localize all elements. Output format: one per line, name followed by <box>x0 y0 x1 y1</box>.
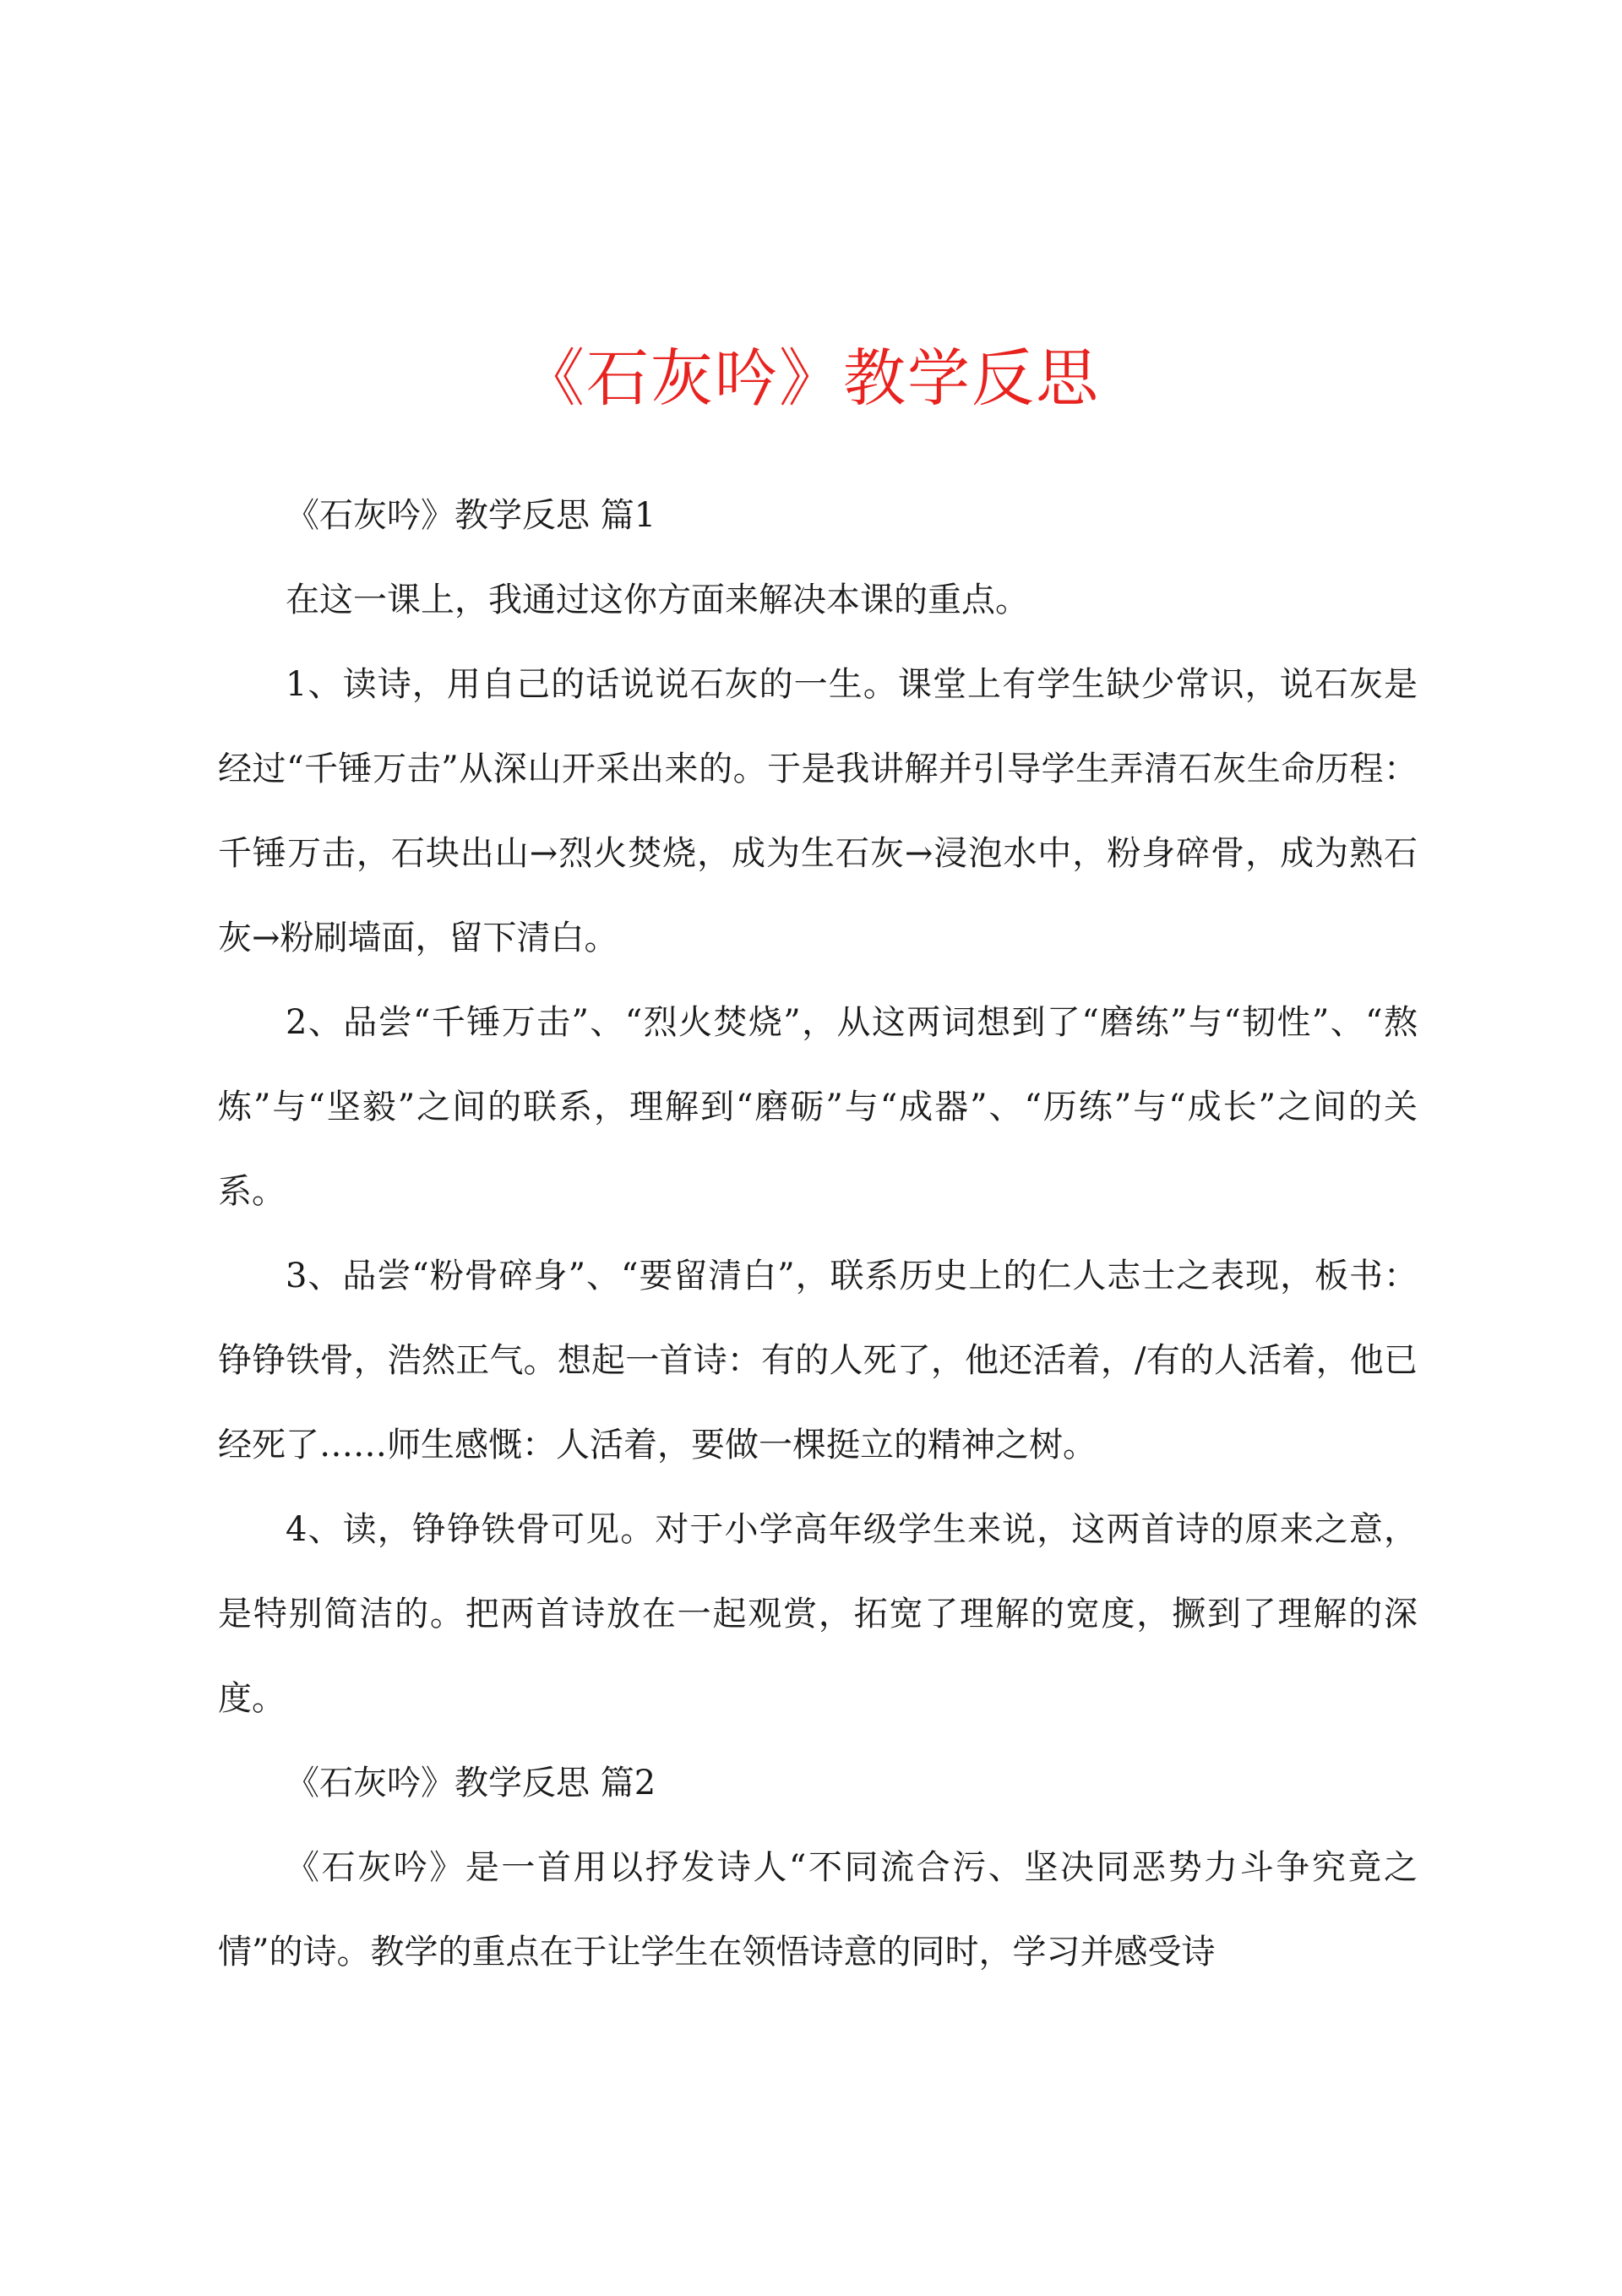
paragraph: 1、读诗，用自己的话说说石灰的一生。课堂上有学生缺少常识，说石灰是经过“千锤万击”从深山开采出来的。于是我讲解并引导学生弄清石灰生命历程：千锤万击，石块出山→烈火焚烧，成为生石灰→浸泡水中，粉身碎骨，成为熟石灰→粉刷墙面，留下清白。 <box>218 665 1418 957</box>
document-title: 《石灰吟》教学反思 <box>522 342 1100 415</box>
section-heading: 《石灰吟》教学反思 篇1 <box>286 496 656 535</box>
paragraph: 2、品尝“千锤万击”、“烈火焚烧”，从这两词想到了“磨练”与“韧性”、“熬炼”与“坚毅”之间的联系，理解到“磨砺”与“成器”、“历练”与“成长”之间的关系。 <box>218 1003 1418 1211</box>
section-heading: 《石灰吟》教学反思 篇2 <box>286 1764 656 1802</box>
document-body <box>218 473 1418 1994</box>
paragraph: 《石灰吟》是一首用以抒发诗人“不同流合污、坚决同恶势力斗争究竟之情”的诗。教学的重点在于让学生在领悟诗意的同时，学习并感受诗 <box>218 1848 1418 1972</box>
paragraph: 在这一课上，我通过这你方面来解决本课的重点。 <box>286 581 1029 619</box>
paragraph: 3、品尝“粉骨碎身”、“要留清白”，联系历史上的仁人志士之表现，板书：铮铮铁骨，浩然正气。想起一首诗：有的人死了，他还活着，/有的人活着，他已经死了……师生感慨：人活着，要做一棵挺立的精神之树。 <box>218 1257 1418 1464</box>
paragraph: 4、读，铮铮铁骨可见。对于小学高年级学生来说，这两首诗的原来之意，是特别简洁的。把两首诗放在一起观赏，拓宽了理解的宽度，撅到了理解的深度。 <box>218 1510 1418 1718</box>
